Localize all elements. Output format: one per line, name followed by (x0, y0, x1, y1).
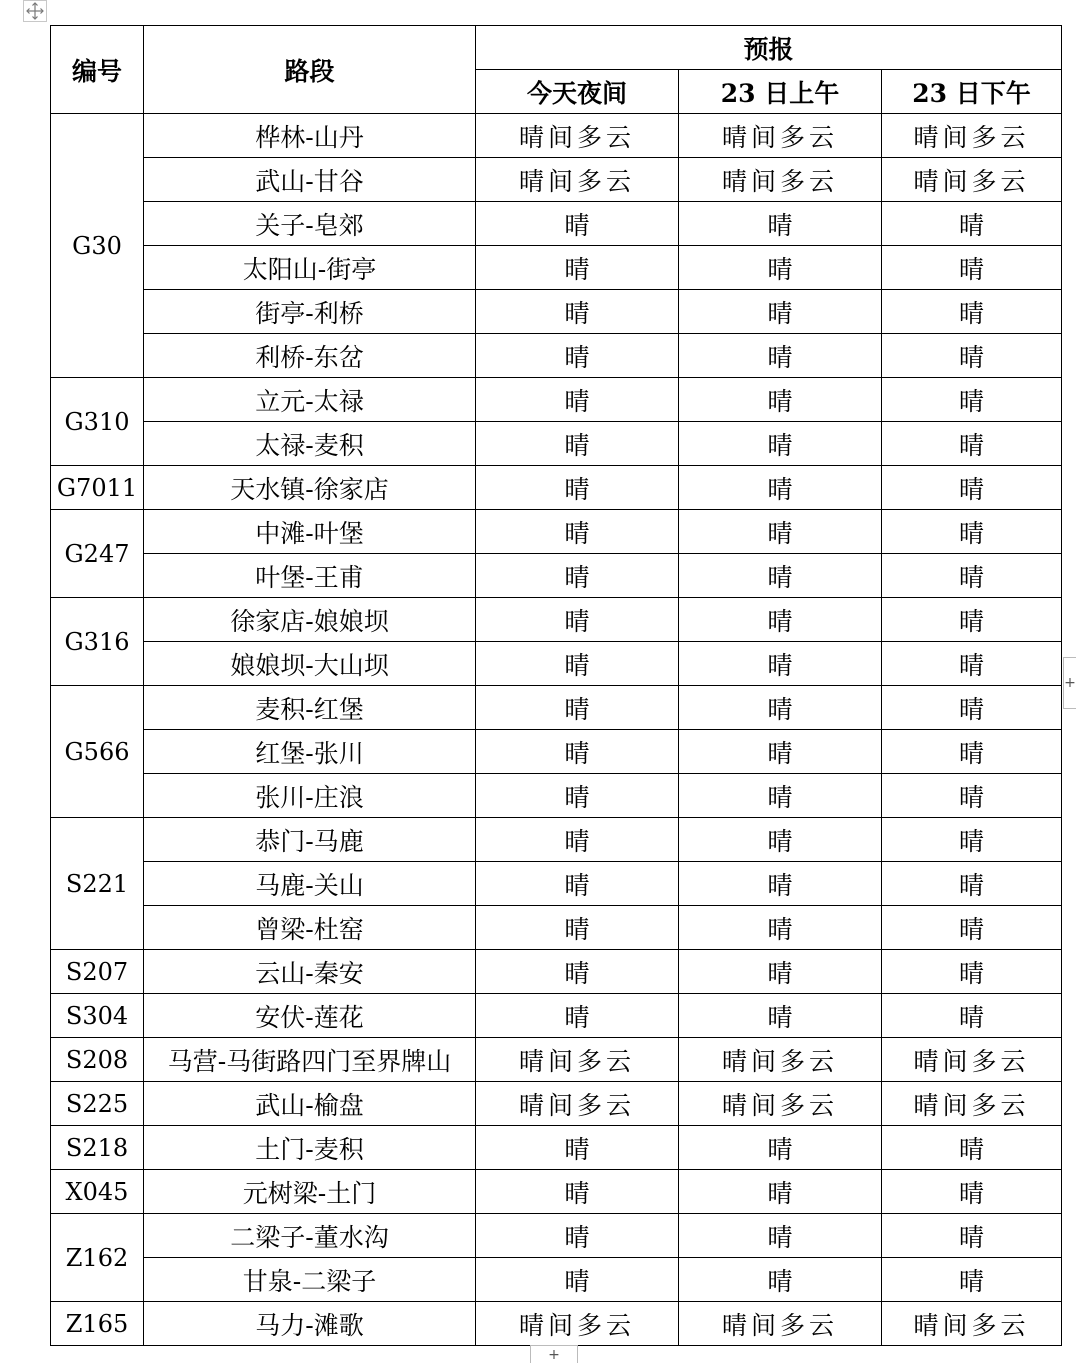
insert-column-control[interactable] (1063, 657, 1076, 709)
morning-forecast-cell: 晴间多云 (679, 158, 882, 202)
morning-forecast-cell: 晴 (679, 510, 882, 554)
night-forecast-cell: 晴 (476, 774, 679, 818)
night-forecast-cell: 晴 (476, 598, 679, 642)
route-cell: 中滩-叶堡 (144, 510, 476, 554)
afternoon-forecast-cell: 晴 (882, 290, 1062, 334)
header-code: 编号 (51, 26, 144, 114)
morning-forecast-cell: 晴 (679, 774, 882, 818)
morning-forecast-cell: 晴 (679, 554, 882, 598)
morning-forecast-cell: 晴 (679, 466, 882, 510)
route-cell: 利桥-东岔 (144, 334, 476, 378)
night-forecast-cell: 晴 (476, 202, 679, 246)
afternoon-forecast-cell: 晴 (882, 334, 1062, 378)
morning-forecast-cell: 晴 (679, 378, 882, 422)
table-row (51, 862, 1062, 906)
afternoon-forecast-cell: 晴 (882, 554, 1062, 598)
afternoon-forecast-cell: 晴 (882, 378, 1062, 422)
afternoon-forecast-cell: 晴 (882, 598, 1062, 642)
night-forecast-cell: 晴 (476, 642, 679, 686)
morning-forecast-cell: 晴 (679, 642, 882, 686)
morning-forecast-cell: 晴 (679, 862, 882, 906)
night-forecast-cell: 晴间多云 (476, 1038, 679, 1082)
morning-forecast-cell: 晴 (679, 246, 882, 290)
morning-forecast-cell: 晴 (679, 1126, 882, 1170)
afternoon-forecast-cell: 晴 (882, 994, 1062, 1038)
afternoon-forecast-cell: 晴间多云 (882, 1302, 1062, 1346)
route-cell: 甘泉-二梁子 (144, 1258, 476, 1302)
road-code-cell: S225 (51, 1082, 144, 1126)
afternoon-forecast-cell: 晴 (882, 950, 1062, 994)
afternoon-forecast-cell: 晴 (882, 246, 1062, 290)
route-cell: 云山-秦安 (144, 950, 476, 994)
road-code-cell: X045 (51, 1170, 144, 1214)
table-row (51, 334, 1062, 378)
table-row (51, 774, 1062, 818)
road-code-cell: Z162 (51, 1214, 144, 1302)
header-route: 路段 (144, 26, 476, 114)
table-row (51, 290, 1062, 334)
night-forecast-cell: 晴 (476, 1258, 679, 1302)
morning-forecast-cell: 晴 (679, 290, 882, 334)
morning-forecast-cell: 晴 (679, 950, 882, 994)
afternoon-forecast-cell: 晴 (882, 862, 1062, 906)
route-cell: 武山-甘谷 (144, 158, 476, 202)
night-forecast-cell: 晴 (476, 290, 679, 334)
night-forecast-cell: 晴 (476, 994, 679, 1038)
morning-forecast-cell: 晴 (679, 1214, 882, 1258)
table-row (51, 818, 1062, 862)
morning-forecast-cell: 晴间多云 (679, 1082, 882, 1126)
route-cell: 徐家店-娘娘坝 (144, 598, 476, 642)
night-forecast-cell: 晴 (476, 1126, 679, 1170)
road-code-cell: S208 (51, 1038, 144, 1082)
road-code-cell: G7011 (51, 466, 144, 510)
road-code-cell: S221 (51, 818, 144, 950)
afternoon-forecast-cell: 晴 (882, 422, 1062, 466)
afternoon-forecast-cell: 晴 (882, 906, 1062, 950)
night-forecast-cell: 晴间多云 (476, 1302, 679, 1346)
table-row (51, 906, 1062, 950)
route-cell: 桦林-山丹 (144, 114, 476, 158)
route-cell: 恭门-马鹿 (144, 818, 476, 862)
route-cell: 红堡-张川 (144, 730, 476, 774)
morning-forecast-cell: 晴 (679, 994, 882, 1038)
table-row (51, 1214, 1062, 1258)
road-code-cell: G566 (51, 686, 144, 818)
afternoon-forecast-cell: 晴间多云 (882, 1038, 1062, 1082)
route-cell: 曾梁-杜窑 (144, 906, 476, 950)
road-code-cell: G247 (51, 510, 144, 598)
route-cell: 土门-麦积 (144, 1126, 476, 1170)
table-row (51, 378, 1062, 422)
night-forecast-cell: 晴 (476, 510, 679, 554)
morning-forecast-cell: 晴 (679, 422, 882, 466)
morning-forecast-cell: 晴间多云 (679, 1038, 882, 1082)
night-forecast-cell: 晴 (476, 950, 679, 994)
header-forecast: 预报 (476, 26, 1062, 70)
table-row (51, 1038, 1062, 1082)
afternoon-forecast-cell: 晴间多云 (882, 114, 1062, 158)
route-cell: 马营-马街路四门至界牌山 (144, 1038, 476, 1082)
night-forecast-cell: 晴 (476, 686, 679, 730)
night-forecast-cell: 晴间多云 (476, 158, 679, 202)
morning-forecast-cell: 晴间多云 (679, 1302, 882, 1346)
table-row (51, 158, 1062, 202)
table-row (51, 686, 1062, 730)
morning-forecast-cell: 晴 (679, 598, 882, 642)
header-period-pm: 23 日下午 (882, 70, 1062, 114)
afternoon-forecast-cell: 晴 (882, 1214, 1062, 1258)
insert-row-control[interactable] (530, 1345, 578, 1363)
table-row (51, 202, 1062, 246)
route-cell: 武山-榆盘 (144, 1082, 476, 1126)
table-row (51, 994, 1062, 1038)
morning-forecast-cell: 晴 (679, 202, 882, 246)
route-cell: 关子-皂郊 (144, 202, 476, 246)
morning-forecast-cell: 晴 (679, 334, 882, 378)
night-forecast-cell: 晴间多云 (476, 1082, 679, 1126)
route-cell: 太禄-麦积 (144, 422, 476, 466)
table-move-handle[interactable] (23, 0, 47, 22)
forecast-table (50, 25, 1062, 1346)
route-cell: 马鹿-关山 (144, 862, 476, 906)
night-forecast-cell: 晴 (476, 862, 679, 906)
header-period-night: 今天夜间 (476, 70, 679, 114)
afternoon-forecast-cell: 晴 (882, 1170, 1062, 1214)
plus-icon: + (1064, 675, 1076, 691)
night-forecast-cell: 晴 (476, 246, 679, 290)
route-cell: 张川-庄浪 (144, 774, 476, 818)
morning-forecast-cell: 晴 (679, 906, 882, 950)
header-period-am: 23 日上午 (679, 70, 882, 114)
road-code-cell: G30 (51, 114, 144, 378)
afternoon-forecast-cell: 晴 (882, 466, 1062, 510)
afternoon-forecast-cell: 晴间多云 (882, 158, 1062, 202)
road-code-cell: S218 (51, 1126, 144, 1170)
table-row (51, 510, 1062, 554)
move-arrows-icon (26, 2, 44, 20)
route-cell: 元树梁-土门 (144, 1170, 476, 1214)
afternoon-forecast-cell: 晴 (882, 774, 1062, 818)
table-row (51, 1126, 1062, 1170)
route-cell: 二梁子-董水沟 (144, 1214, 476, 1258)
route-cell: 马力-滩歌 (144, 1302, 476, 1346)
night-forecast-cell: 晴 (476, 1170, 679, 1214)
table-row (51, 730, 1062, 774)
afternoon-forecast-cell: 晴 (882, 510, 1062, 554)
table-body (51, 114, 1062, 1346)
night-forecast-cell: 晴 (476, 818, 679, 862)
road-code-cell: S304 (51, 994, 144, 1038)
morning-forecast-cell: 晴 (679, 686, 882, 730)
road-code-cell: S207 (51, 950, 144, 994)
morning-forecast-cell: 晴间多云 (679, 114, 882, 158)
table-row (51, 1258, 1062, 1302)
table-row (51, 114, 1062, 158)
afternoon-forecast-cell: 晴间多云 (882, 1082, 1062, 1126)
morning-forecast-cell: 晴 (679, 730, 882, 774)
table-header (51, 26, 1062, 114)
route-cell: 立元-太禄 (144, 378, 476, 422)
table-row (51, 1302, 1062, 1346)
route-cell: 街亭-利桥 (144, 290, 476, 334)
morning-forecast-cell: 晴 (679, 1258, 882, 1302)
morning-forecast-cell: 晴 (679, 1170, 882, 1214)
table-row (51, 642, 1062, 686)
route-cell: 麦积-红堡 (144, 686, 476, 730)
afternoon-forecast-cell: 晴 (882, 202, 1062, 246)
table-row (51, 950, 1062, 994)
table-row (51, 246, 1062, 290)
route-cell: 娘娘坝-大山坝 (144, 642, 476, 686)
table-row (51, 554, 1062, 598)
night-forecast-cell: 晴 (476, 1214, 679, 1258)
night-forecast-cell: 晴 (476, 378, 679, 422)
table-row (51, 1082, 1062, 1126)
route-cell: 叶堡-王甫 (144, 554, 476, 598)
night-forecast-cell: 晴 (476, 730, 679, 774)
road-code-cell: Z165 (51, 1302, 144, 1346)
night-forecast-cell: 晴 (476, 554, 679, 598)
route-cell: 安伏-莲花 (144, 994, 476, 1038)
table-row (51, 422, 1062, 466)
plus-icon: + (548, 1346, 560, 1363)
night-forecast-cell: 晴 (476, 422, 679, 466)
afternoon-forecast-cell: 晴 (882, 1258, 1062, 1302)
afternoon-forecast-cell: 晴 (882, 730, 1062, 774)
afternoon-forecast-cell: 晴 (882, 686, 1062, 730)
route-cell: 天水镇-徐家店 (144, 466, 476, 510)
afternoon-forecast-cell: 晴 (882, 1126, 1062, 1170)
afternoon-forecast-cell: 晴 (882, 642, 1062, 686)
table-row (51, 1170, 1062, 1214)
morning-forecast-cell: 晴 (679, 818, 882, 862)
night-forecast-cell: 晴 (476, 466, 679, 510)
night-forecast-cell: 晴间多云 (476, 114, 679, 158)
table-row (51, 466, 1062, 510)
night-forecast-cell: 晴 (476, 906, 679, 950)
night-forecast-cell: 晴 (476, 334, 679, 378)
table-row (51, 598, 1062, 642)
road-code-cell: G310 (51, 378, 144, 466)
afternoon-forecast-cell: 晴 (882, 818, 1062, 862)
road-code-cell: G316 (51, 598, 144, 686)
route-cell: 太阳山-街亭 (144, 246, 476, 290)
